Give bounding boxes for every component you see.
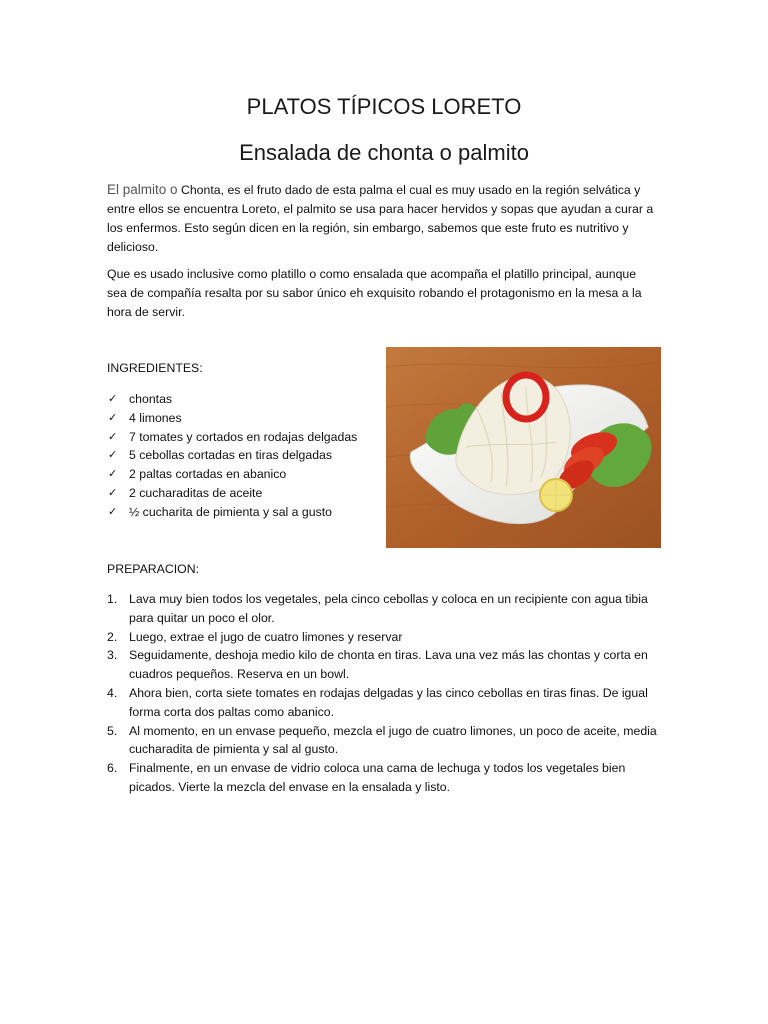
preparation-steps [107,590,659,797]
checkmark-icon: ✓ [108,411,118,424]
step-item [107,628,659,647]
ingredients-heading: INGREDIENTES: [107,361,203,375]
step-number: 2. [107,629,118,644]
checkmark-icon: ✓ [108,393,118,405]
ingredient-text: 4 limones [129,410,182,425]
intro-lead: El palmito o [107,182,178,197]
ingredient-item [107,446,377,465]
ingredient-item [107,503,377,522]
checkmark-icon: ✓ [108,505,118,518]
step-text: Luego, extrae el jugo de cuatro limones y reservar [129,629,403,644]
step-item [107,684,659,722]
preparation-heading: PREPARACION: [107,562,200,576]
step-number: 3. [107,648,118,663]
step-number: 4. [107,685,118,700]
step-item [107,759,659,797]
ingredient-item [107,484,377,503]
step-text: Al momento, en un envase pequeño, mezcla el jugo de cuatro limones, un poco de aceite, media cucharadita de pimienta y sal al gusto. [129,723,657,757]
ingredient-text: 2 paltas cortadas en abanico [129,467,287,482]
step-item [107,646,659,684]
step-text: Ahora bien, corta siete tomates en rodajas delgadas y las cinco cebollas en tiras finas. De igual forma corta dos paltas como abanico. [129,685,648,719]
ingredient-text: 5 cebollas cortadas en tiras delgadas [129,448,333,463]
salad-photo [386,347,661,548]
checkmark-icon: ✓ [108,430,118,443]
step-item [107,722,659,760]
step-number: 1. [107,592,118,606]
ingredient-text: 7 tomates y cortados en rodajas delgadas [129,429,358,444]
intro-body: Chonta, es el fruto dado de esta palma el cual es muy usado en la región selvática y entre ellos se encuentra Loreto, el palmito se usa para hacer hervidos y sopas que ayudan a curar a los enfermos. Esto según dicen en la región, sin embargo, sabemos que este fruto es nutritivo y delicioso. [107,183,654,254]
step-item [107,590,659,628]
checkmark-icon: ✓ [108,468,118,481]
ingredient-item [107,390,377,409]
ingredient-text: 2 cucharaditas de aceite [129,485,263,500]
ingredient-item [107,428,377,447]
ingredient-item [107,465,377,484]
recipe-title: Ensalada de chonta o palmito [239,140,529,165]
step-number: 5. [107,723,118,738]
checkmark-icon: ✓ [108,486,118,499]
salad-illustration [386,347,661,548]
checkmark-icon: ✓ [108,449,118,462]
step-text: Finalmente, en un envase de vidrio coloca una cama de lechuga y todos los vegetales bien picados. Vierte la mezcla del envase en la ensalada y listo. [129,761,626,794]
ingredients-list [107,390,377,522]
description-paragraph: Que es usado inclusive como platillo o como ensalada que acompaña el platillo principal, aunque sea de compañía resalta por su sabor único eh exquisito robando el protagonismo en la mesa a la hora de servir. [107,267,642,319]
ingredient-text: ½ cucharita de pimienta y sal a gusto [129,504,333,519]
document-title: PLATOS TÍPICOS LORETO [246,94,522,119]
ingredient-item [107,409,377,428]
step-text: Seguidamente, deshoja medio kilo de chonta en tiras. Lava una vez más las chontas y corta en cuadros pequeños. Reserva en un bowl. [129,648,648,682]
intro-paragraph [107,180,655,257]
ingredient-text: chontas [129,392,173,406]
step-number: 6. [107,761,118,776]
step-text: Lava muy bien todos los vegetales, pela cinco cebollas y coloca en un recipiente con agua tibia para quitar un poco el olor. [129,592,648,625]
